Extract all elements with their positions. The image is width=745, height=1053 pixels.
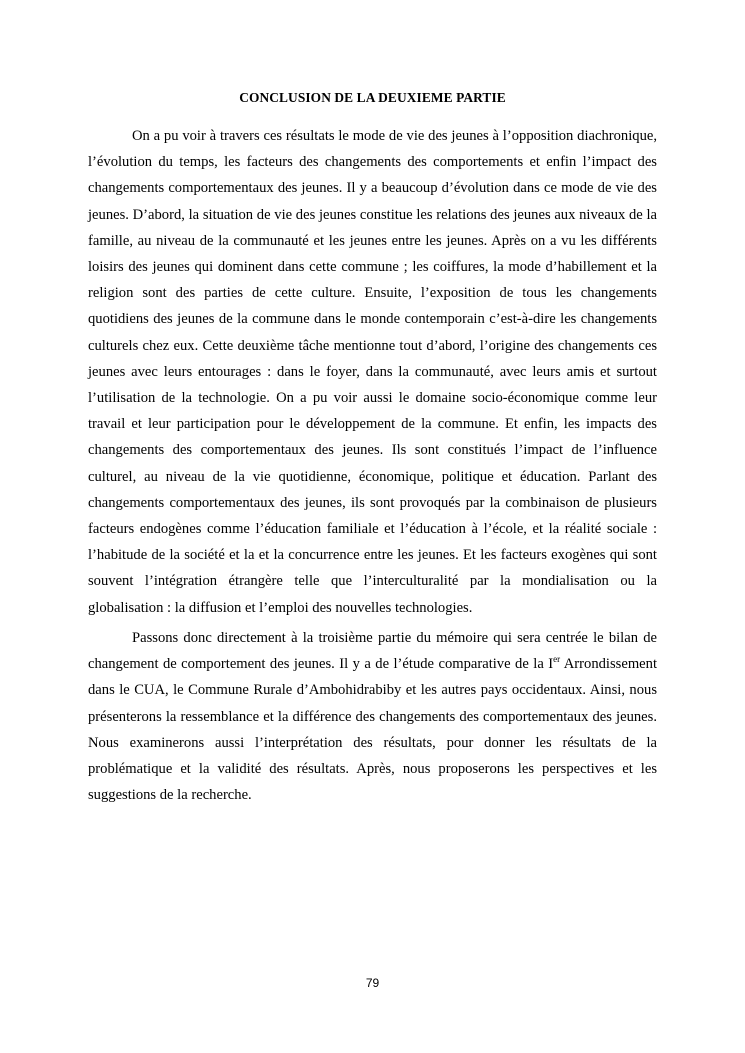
paragraph-2-text-end: Arrondissement dans le CUA, le Commune Rurale d’Ambohidrabiby et les autres pays occidentaux. Ainsi, nous présenterons la ressemblance et la différence des changements des comportementaux des jeunes. Nous examinerons aussi l’interprétation des résultats, pour donner les résultats de la problématique et la validité des résultats. Après, nous proposerons les perspectives et les suggestions de la recherche. (88, 656, 657, 804)
page-number: 79 (365, 976, 380, 990)
section-title: CONCLUSION DE LA DEUXIEME PARTIE (239, 90, 506, 105)
paragraph-2-text-start: Passons donc directement à la troisième partie du mémoire qui sera centrée le bilan de changement de comportement des jeunes. Il y a de l’étude comparative de la I (88, 630, 657, 673)
ordinal-superscript: er (553, 654, 561, 665)
body-paragraph-1: On a pu voir à travers ces résultats le mode de vie des jeunes à l’opposition diachronique, l’évolution du temps, les facteurs des changements des comportements et enfin l’impact des changements comportementaux des jeunes. Il y a beaucoup d’évolution dans ce mode de vie des jeunes. D’abord, la situation de vie des jeunes constitue les relations des jeunes aux niveaux de la famille, au niveau de la communauté et les jeunes entre les jeunes. Après on a vu les différents loisirs des jeunes qui dominent dans cette commune ; les coiffures, la mode d’habillement et la religion sont des parties de cette culture. Ensuite, l’exposition de tous les changements quotidiens des jeunes de la commune dans le monde contemporain c’est-à-dire les changements culturels chez eux. Cette deuxième tâche mentionne tout d’abord, l’origine des changements ces jeunes avec leurs entourages : dans le foyer, dans la communauté, avec leurs amis et surtout l’utilisation de la technologie. On a pu voir aussi le domaine socio-économique comme leur travail et leur participation pour le développement de la commune. Et enfin, les impacts des changements des comportementaux des jeunes. Ils sont constitués l’impact de l’influence culturel, au niveau de la vie quotidienne, économique, politique et éducation. Parlant des changements comportementaux des jeunes, ils sont provoqués par la combinaison de plusieurs facteurs endogènes comme l’éducation familiale et l’éducation à l’école, et la réalité sociale : l’habitude de la société et la et la concurrence entre les jeunes. Et les facteurs exogènes qui sont souvent l’intégration étrangère telle que l’interculturalité par la mondialisation ou la globalisation : la diffusion et l’emploi des nouvelles technologies. (88, 128, 657, 616)
body-paragraph-2 (88, 625, 657, 808)
body-paragraph-2-container (88, 625, 657, 808)
body-paragraph-1-container (88, 123, 657, 621)
